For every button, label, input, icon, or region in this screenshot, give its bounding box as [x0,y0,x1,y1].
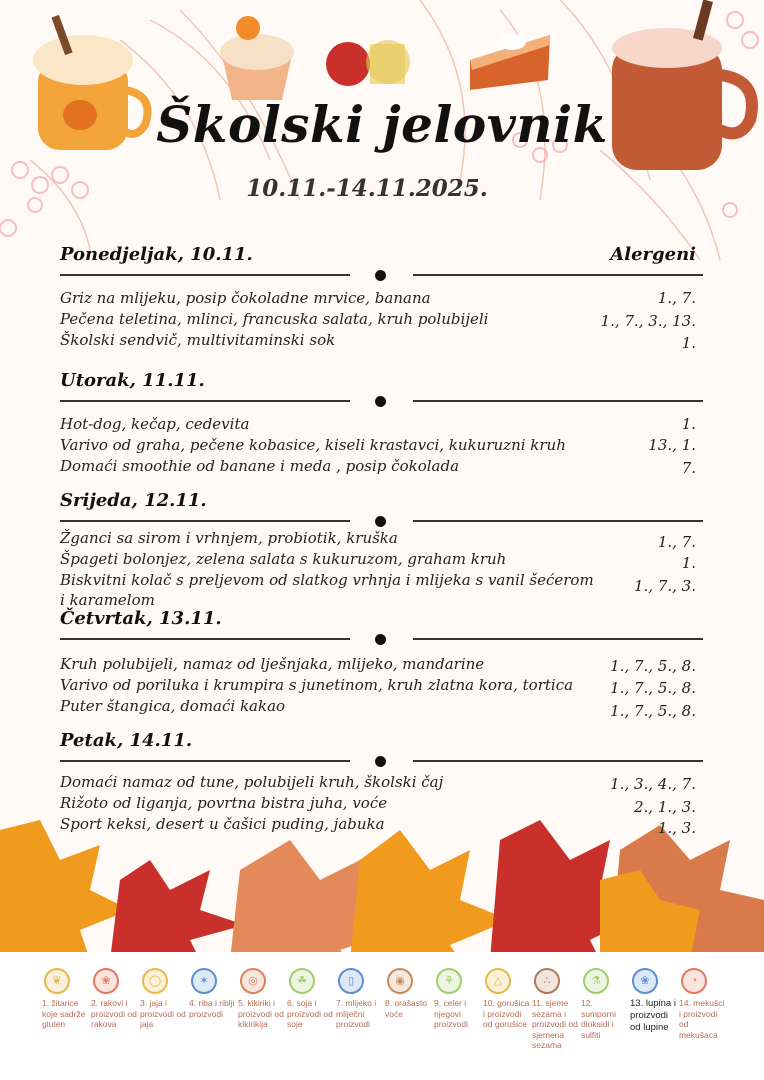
day-title: Utorak, 11.11. [60,370,205,391]
fish-icon: ✶ [191,968,217,994]
page-title: Školski jelovnik [156,95,608,154]
allergen-legend-label: 3. jaja i proizvodi od jaja [140,998,186,1029]
date-range: 10.11.-14.11.2025. [246,175,488,202]
allergen-legend-label: 10. gorušica i proizvodi od gorušice [483,998,530,1029]
section-divider-dot [375,634,386,645]
meal-item: Školski sendvič, multivitaminski sok [60,331,336,349]
section-divider-left [60,274,350,276]
egg-icon: ◯ [142,968,168,994]
meal-allergens: 1., 7., 5., 8. [610,679,696,697]
section-divider-dot [375,756,386,767]
meal-item: Sport keksi, desert u čašici puding, jabuka [60,815,385,833]
mustard-icon: △ [485,968,511,994]
meal-item: Pečena teletina, mlinci, francuska salata, kruh polubijeli [60,310,489,328]
section-divider-dot [375,270,386,281]
section-divider-left [60,400,350,402]
section-divider-left [60,760,350,762]
allergen-legend-label: 4. riba i riblji proizvodi [189,998,235,1019]
allergen-legend-item [42,968,90,1030]
meal-item: Griz na mlijeku, posip čokoladne mrvice, banana [60,289,431,307]
meal-allergens: 1., 7., 3. [633,577,696,595]
allergen-legend-item [434,968,482,1030]
meal-allergens: 2., 1., 3. [633,798,696,816]
allergen-legend-item [140,968,188,1030]
meal-item: Žganci sa sirom i vrhnjem, probiotik, kruška [60,529,398,547]
allergen-legend-item [385,968,433,1019]
meal-allergens: 1., 7., 3., 13. [600,312,696,330]
section-divider-right [413,638,703,640]
allergen-legend-label: 14. mekušci i proizvodi od mekušaca [679,998,725,1040]
meal-item: Varivo od graha, pečene kobasice, kiseli krastavci, kukuruzni kruh [60,436,566,454]
meal-allergens: 1., 7., 5., 8. [610,657,696,675]
section-divider-right [413,400,703,402]
section-divider-left [60,520,350,522]
meal-item: Kruh polubijeli, namaz od lješnjaka, mlijeko, mandarine [60,655,485,673]
allergen-legend-item [336,968,384,1030]
day-title: Srijeda, 12.11. [60,490,207,511]
grain-icon: ❦ [44,968,70,994]
meal-allergens: 1., 3., 4., 7. [610,775,696,793]
meal-allergens: 1. [681,334,696,352]
allergen-legend-item [483,968,531,1030]
allergen-legend-item [679,968,727,1040]
meal-allergens: 1., 7. [657,533,696,551]
allergen-legend-item [630,968,678,1034]
section-divider-right [413,760,703,762]
allergen-legend-item [287,968,335,1030]
meal-allergens: 1. [681,554,696,572]
meal-allergens: 13., 1. [648,436,696,454]
allergen-legend-label: 7. mlijeko i mliječni proizvodi [336,998,377,1029]
allergen-legend-label: 13. lupina i proizvodi od lupine [630,998,676,1033]
celery-icon: ⚘ [436,968,462,994]
meal-item: Biskvitni kolač s preljevom od slatkog vrhnja i mlijeka s vanil šećerom i karamelom [60,571,594,609]
meal-item: Puter štangica, domaći kakao [60,697,286,715]
meal-allergens: 1. [681,415,696,433]
allergen-legend-label: 12. sumporni dioksidi i sulfiti [581,998,616,1040]
meal-allergens: 1., 7. [657,289,696,307]
allergen-legend-label: 5. kikiriki i proizvodi od kikirikija [238,998,284,1029]
nut-icon: ◉ [387,968,413,994]
section-divider-dot [375,396,386,407]
meal-item: Špageti bolonjez, zelena salata s kukuruzom, graham kruh [60,550,507,568]
allergen-legend-item [532,968,580,1051]
day-title: Ponedjeljak, 10.11. [60,244,253,265]
allergen-legend-label: 2. rakovi i proizvodi od rakova [91,998,137,1029]
mollusc-icon: ◔ [681,968,707,994]
section-divider-right [413,274,703,276]
meal-item: Domaći smoothie od banane i meda , posip čokolada [60,457,460,475]
allergen-legend-label: 9. celer i njegovi proizvodi [434,998,469,1029]
allergen-legend-item [238,968,286,1030]
day-title: Petak, 14.11. [60,730,193,751]
section-divider-left [60,638,350,640]
milk-icon: ▯ [338,968,364,994]
meal-item: Hot-dog, kečap, cedevita [60,415,250,433]
section-divider-right [413,520,703,522]
meal-item: Varivo od poriluka i krumpira s junetinom, kruh zlatna kora, tortica [60,676,574,694]
meal-item: Rižoto od liganja, povrtna bistra juha, voće [60,794,388,812]
allergens-column-header: Alergeni [610,244,696,265]
allergen-legend-label: 1. žitarice koje sadrže gluten [42,998,86,1029]
meal-allergens: 1., 3. [657,819,696,837]
allergen-legend-item [581,968,629,1040]
allergen-legend-item [189,968,237,1019]
meal-allergens: 1., 7., 5., 8. [610,702,696,720]
day-title: Četvrtak, 13.11. [60,608,222,629]
lupin-icon: ❀ [632,968,658,994]
sesame-icon: ∴ [534,968,560,994]
meal-allergens: 7. [681,459,696,477]
meal-item: Domaći namaz od tune, polubijeli kruh, školski čaj [60,773,444,791]
allergen-legend-item [91,968,139,1030]
section-divider-dot [375,516,386,527]
peanut-icon: ◎ [240,968,266,994]
soy-icon: ☘ [289,968,315,994]
allergen-legend-label: 6. soja i proizvodi od soje [287,998,333,1029]
crab-icon: ❀ [93,968,119,994]
allergen-legend-label: 11. sjeme sezama i proizvodi od sjemena sezama [532,998,578,1050]
allergen-legend-label: 8. orašasto voće [385,998,428,1019]
sulfite-icon: ⚗ [583,968,609,994]
